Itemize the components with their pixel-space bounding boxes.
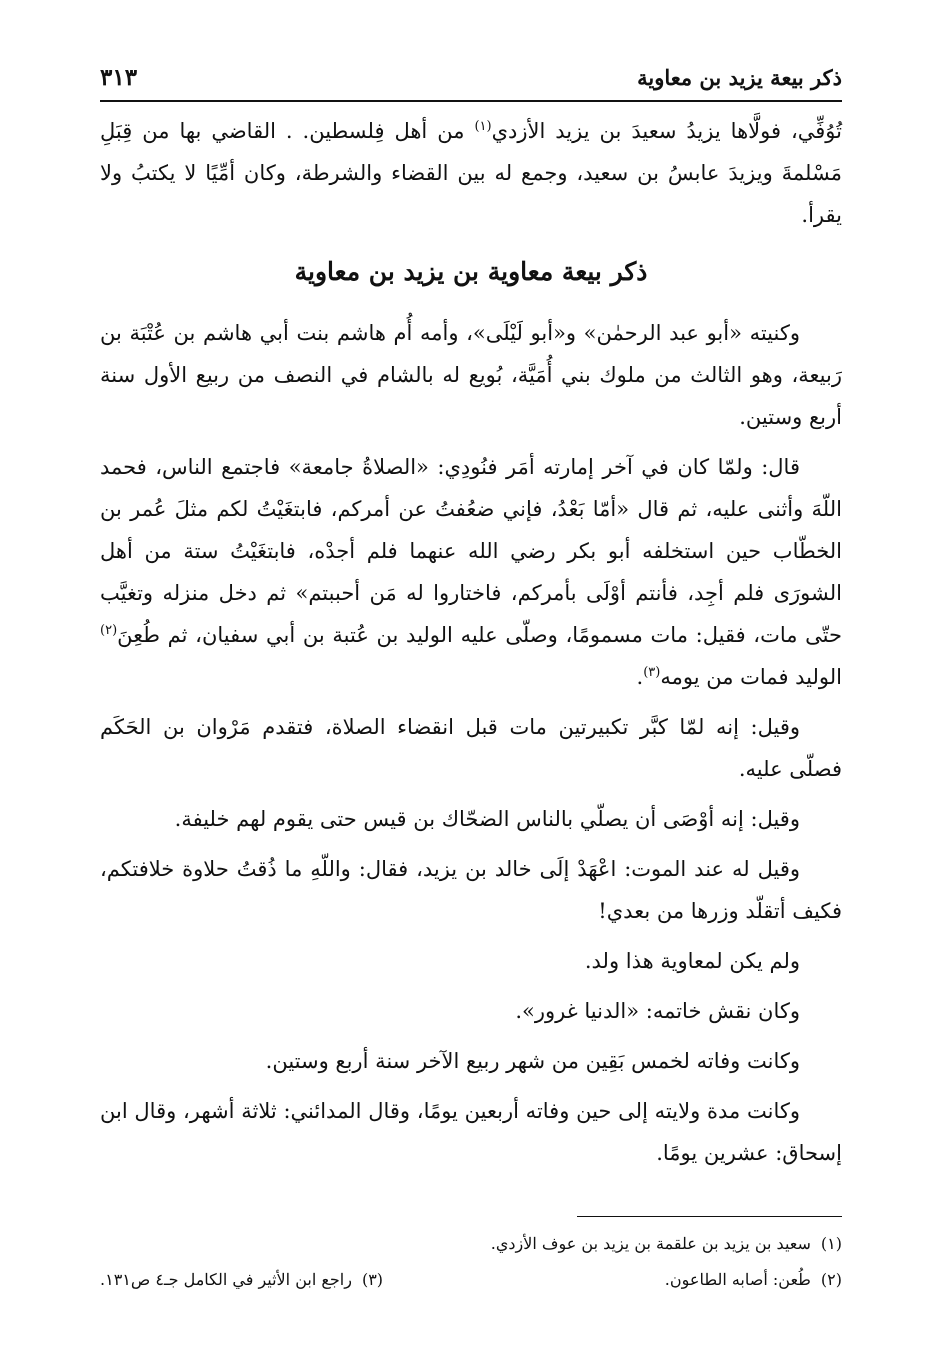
footnote-number: (٣)	[361, 1270, 384, 1289]
footnotes	[100, 1226, 842, 1298]
paragraph: ولم يكن لمعاوية هذا ولد.	[584, 949, 800, 973]
paragraph: وكانت وفاته لخمس بَقِين من شهر ربيع الآخر سنة أربع وستين.	[265, 1049, 800, 1073]
paragraph: وقيل له عند الموت: اعْهَدْ إلَى خالد بن يزيد، فقال: واللّهِ ما ذُقتُ حلاوة خلافتكم، فكيف أتقلّد وزرها من بعدي!	[100, 857, 842, 923]
paragraph-text: .	[636, 665, 644, 689]
footnote-text: طُعن: أصابه الطاعون.	[664, 1270, 811, 1289]
footnote-1	[100, 1226, 842, 1262]
footnote-3	[100, 1262, 383, 1298]
paragraph: وكنيته «أبو عبد الرحمٰن» و«أبو لَيْلَى»، وأمه أُم هاشم بنت أبي هاشم بن عُتْبَة بن رَبيعة، وهو الثالث من ملوك بني أُمَيَّة، بُويع له بالشام في النصف من ربيع الأول سنة أربع وستين.	[100, 321, 842, 429]
running-header-title: ذكر بيعة يزيد بن معاوية	[637, 65, 842, 90]
paragraph: وقيل: إنه أوْصَى أن يصلّي بالناس الضحّاك بن قيس حتى يقوم لهم خليفة.	[174, 807, 800, 831]
footnote-number: (٢)	[820, 1270, 842, 1289]
footnote-reference: (١)	[474, 119, 492, 134]
paragraph	[100, 446, 842, 698]
section-heading: ذكر بيعة معاوية بن يزيد بن معاوية	[294, 257, 648, 286]
page-number: ٣١٣	[100, 64, 138, 91]
paragraph-text: قال: ولمّا كان في آخر إمارته أمَر فنُودِي: «الصلاةُ جامعة» فاجتمع الناس، فحمد اللّهَ وأثنى عليه، ثم قال «أمّا بَعْدُ، فإني ضعُفتُ عن أمركم، فابتغَيْتُ لكم مثلَ عُمر بن الخطّاب حين استخلفه أبو بكر رضي الله عنهما فلم أجدْه، فابتغَيْتُ ستة من أهل الشورَى فلم أجِد، فأنتم أوْلَى بأمركم، فاختاروا له مَن أحببتم» ثم دخل منزله وتغيَّب حتّى مات، فقيل: مات مسمومًا، وصلّى عليه الوليد بن عُتبة بن أبي سفيان، ثم طُعِنَ	[100, 455, 842, 647]
paragraph: وقيل: إنه لمّا كبَّر تكبيرتين مات قبل انقضاء الصلاة، فتقدم مَرْوان بن الحَكَم فصلّى عليه.	[100, 715, 842, 781]
paragraph-text: تُوُفِّي، فولَّاها يزيدُ سعيدَ بن يزيد الأزدي	[491, 119, 842, 143]
footnote-row	[100, 1262, 842, 1298]
footnote-text: سعيد بن يزيد بن علقمة بن يزيد بن عوف الأزدي.	[490, 1234, 811, 1253]
paragraph-text: الوليد فمات من يومه	[660, 665, 842, 689]
footnote-number: (١)	[820, 1234, 842, 1253]
paragraph-text: من أهل فِلسطين. . القاضي بها من قِبَلِ مَسْلمةَ ويزيدَ عابسُ بن سعيد، وجمع له بين القضاء والشرطة، وكان أمِّيًا لا يكتبُ ولا يقرأ.	[100, 119, 842, 227]
paragraph-continuation	[100, 110, 842, 236]
footnote-reference: (٣)	[643, 665, 661, 680]
footnote-2	[665, 1262, 842, 1298]
paragraph: وكان نقش خاتمه: «الدنيا غرور».	[515, 999, 800, 1023]
footnote-rule	[577, 1216, 842, 1217]
footnote-text: راجع ابن الأثير في الكامل جـ٤ ص١٣١.	[100, 1270, 352, 1289]
footnote-reference: (٢)	[100, 623, 118, 638]
paragraph: وكانت مدة ولايته إلى حين وفاته أربعين يومًا، وقال المدائني: ثلاثة أشهر، وقال ابن إسحاق: عشرين يومًا.	[100, 1099, 842, 1165]
header-rule	[100, 100, 842, 102]
running-header	[100, 58, 842, 94]
main-text	[100, 110, 842, 1182]
